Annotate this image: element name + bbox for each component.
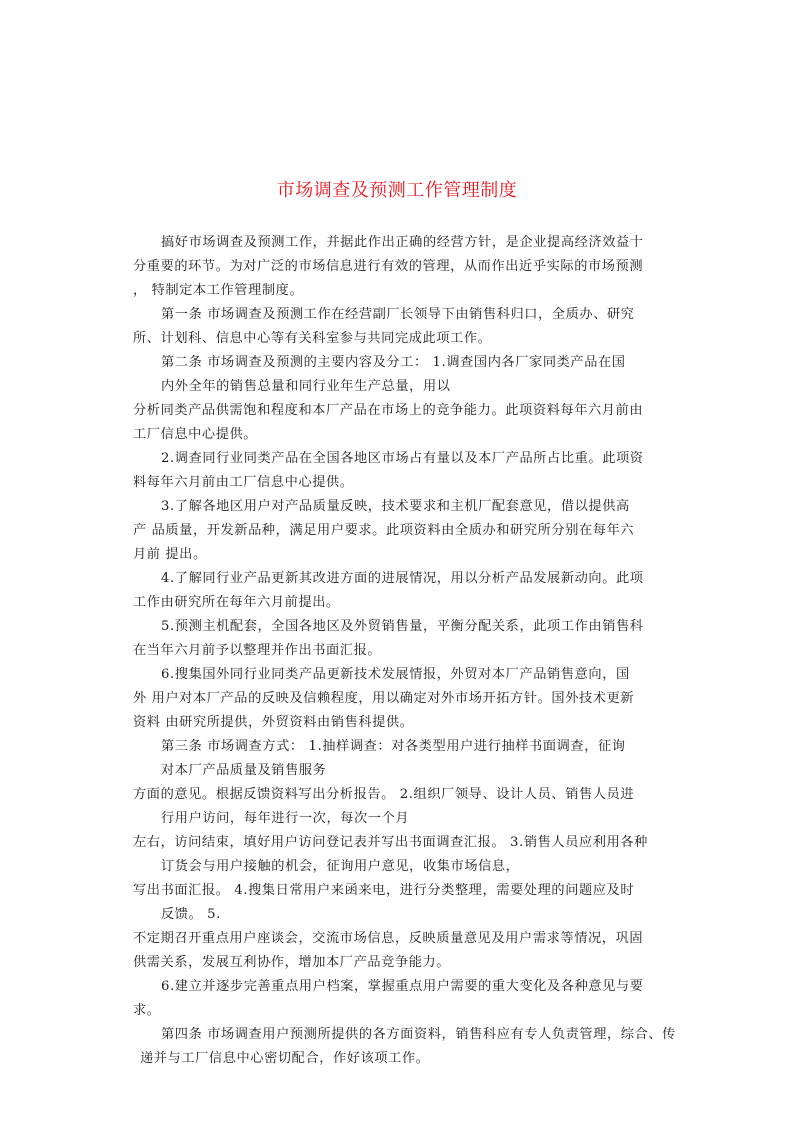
text-line: 料每年六月前由工厂信息中心提供。 (133, 475, 354, 490)
text-line: 6.建立并逐步完善重点用户档案，掌握重点用户需要的重大变化及各种意见与要 (161, 979, 644, 994)
text-line: 第二条 市场调查及预测的主要内容及分工： 1.调查国内各厂家同类产品在国 (161, 355, 626, 370)
text-line: 4.了解同行业产品更新其改进方面的进展情况，用以分析产品发展新动向。此项 (161, 571, 644, 586)
text-line: 反馈。 5. (161, 907, 221, 922)
text-line: 订货会与用户接触的机会，征询用户意见，收集市场信息， (161, 859, 520, 874)
text-line: 搞好市场调查及预测工作，并据此作出正确的经营方针，是企业提高经济效益十 (161, 235, 644, 250)
text-line: 6.搜集国外同行业同类产品更新技术发展情报，外贸对本厂产品销售意向，国 (161, 667, 630, 682)
text-line: 工作由研究所在每年六月前提出。 (133, 595, 340, 610)
text-line: 对本厂产品质量及销售服务 (161, 763, 327, 778)
text-line: 方面的意见。根据反馈资料写出分析报告。 2.组织厂领导、设计人员、销售人员进 (133, 787, 635, 802)
text-line: 产 品质量，开发新品种，满足用户要求。此项资料由全质办和研究所分别在每年六 (133, 523, 635, 538)
text-line: 求。 (133, 1003, 161, 1018)
text-line: 左右，访问结束，填好用户访问登记表并写出书面调查汇报。 3.销售人员应利用各种 (133, 835, 648, 850)
text-line: 第四条 市场调查用户预测所提供的各方面资料，销售科应有专人负责管理，综合、传 (161, 1027, 676, 1042)
text-line: 3.了解各地区用户对产品质量反映，技术要求和主机厂配套意见，借以提供高 (161, 499, 630, 514)
text-line: 写出书面汇报。 4.搜集日常用户来函来电，进行分类整理，需要处理的问题应及时 (133, 883, 635, 898)
text-line: 第三条 市场调查方式： 1.抽样调查：对各类型用户进行抽样书面调查，征询 (161, 739, 626, 754)
text-line: 分析同类产品供需饱和程度和本厂产品在市场上的竞争能力。此项资料每年六月前由 (133, 403, 644, 418)
text-line: 在当年六月前予以整理并作出书面汇报。 (133, 643, 382, 658)
text-line: 第一条 市场调查及预测工作在经营副厂长领导下由销售科归口，全质办、研究 (161, 307, 635, 322)
text-line: 不定期召开重点用户座谈会，交流市场信息，反映质量意见及用户需求等情况，巩固 (133, 931, 644, 946)
text-line: 所、计划科、信息中心等有关科室参与共同完成此项工作。 (133, 331, 492, 346)
text-line: 5.预测主机配套，全国各地区及外贸销售量，平衡分配关系，此项工作由销售科 (161, 619, 644, 634)
text-line: 工厂信息中心提供。 (133, 427, 258, 442)
text-line: 递并与工厂信息中心密切配合，作好该项工作。 (140, 1051, 430, 1066)
text-line: 内外全年的销售总量和同行业年生产总量，用以 (161, 379, 451, 394)
text-line: 月前 提出。 (133, 547, 207, 562)
text-line: 资料 由研究所提供，外贸资料由销售科提供。 (133, 715, 414, 730)
text-line: 2.调查同行业同类产品在全国各地区市场占有量以及本厂产品所占比重。此项资 (161, 451, 644, 466)
text-line: ， 特制定本工作管理制度。 (133, 283, 304, 298)
text-line: 分重要的环节。为对广泛的市场信息进行有效的管理，从而作出近乎实际的市场预测 (133, 259, 644, 274)
document-title: 市场调查及预测工作管理制度 (276, 180, 518, 201)
text-line: 行用户访问，每年进行一次，每次一个月 (161, 811, 410, 826)
text-line: 供需关系，发展互利协作，增加本厂产品竞争能力。 (133, 955, 451, 970)
text-line: 外 用户对本厂产品的反映及信赖程度，用以确定对外市场开拓方针。国外技术更新 (133, 691, 635, 706)
